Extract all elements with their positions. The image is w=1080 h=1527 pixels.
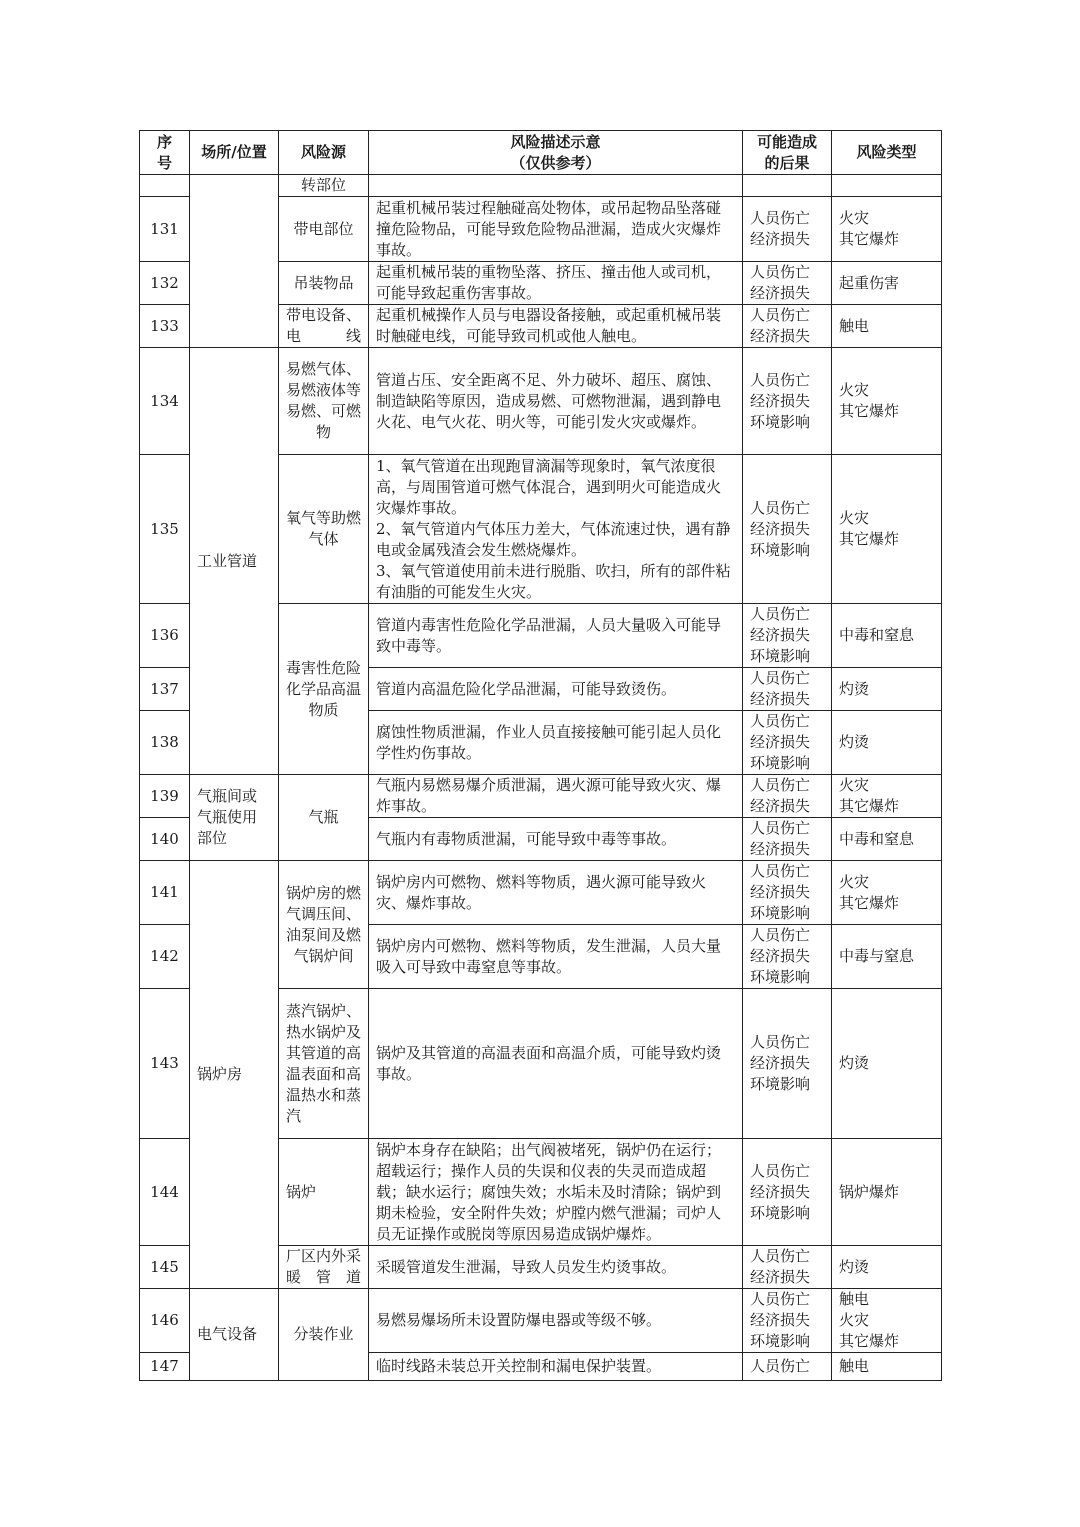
row-number: 131: [140, 197, 190, 262]
risk-type-cell: [832, 711, 942, 775]
risk-type-cell: [832, 1353, 942, 1381]
risk-type-text: 灼烫: [839, 1054, 870, 1072]
row-number: [140, 175, 190, 197]
header-num: 序 号: [140, 131, 190, 175]
risk-table: [139, 130, 942, 1381]
risk-type-text: 触电: [839, 316, 870, 335]
row-number: 134: [140, 348, 190, 455]
consequence-cell: [743, 989, 832, 1139]
row-number: 143: [140, 989, 190, 1139]
header-source: 风险源: [279, 131, 369, 175]
description-cell: 锅炉房内可燃物、燃料等物质，发生泄漏，人员大量吸入可导致中毒窒息等事故。: [369, 925, 743, 989]
risk-type-text: 灼烫: [839, 679, 870, 698]
description-cell: 管道内高温危险化学品泄漏，可能导致烫伤。: [369, 668, 743, 711]
consequence-text: 人员伤亡 经济损失: [750, 209, 811, 248]
risk-type-text: 中毒和窒息: [839, 829, 915, 848]
description-cell: 锅炉本身存在缺陷；出气阀被堵死，锅炉仍在运行；超载运行；操作人员的失误和仪表的失灵而造成超载；缺水运行；腐蚀失效；水垢未及时清除；锅炉到期未检验，安全附件失效；炉膛内燃气泄漏；司炉人员无证操作或脱岗等原因易造成锅炉爆炸。: [369, 1139, 743, 1246]
source-cell: 锅炉房的燃气调压间、油泵间及燃气锅炉间: [279, 861, 369, 989]
consequence-text: 人员伤亡 经济损失: [750, 306, 811, 345]
table-row: [140, 861, 942, 925]
consequence-text: 人员伤亡 经济损失: [750, 1247, 811, 1286]
consequence-cell: [743, 197, 832, 262]
row-number: 133: [140, 305, 190, 348]
description-cell: 临时线路未装总开关控制和漏电保护装置。: [369, 1353, 743, 1381]
risk-type-text: 火灾 其它爆炸: [839, 381, 900, 420]
source-cell: 毒害性危险化学品高温物质: [279, 604, 369, 775]
consequence-cell: [743, 604, 832, 668]
risk-type-text: 锅炉爆炸: [839, 1182, 900, 1201]
risk-type-cell: [832, 989, 942, 1139]
description-text: 1、氧气管道在出现跑冒滴漏等现象时，氧气浓度很高，与周围管道可燃气体混合，遇到明火可能造成火灾爆炸事故。 2、氧气管道内气体压力差大，气体流速过快，遇有静电或金属残渣会发生燃烧爆炸。 3、氧气管道使用前未进行脱脂、吹扫，所有的部件粘有油脂的可能发生火灾。: [376, 456, 731, 601]
description-cell: 起重机械操作人员与电器设备接触，或起重机械吊装时触碰电线，可能导致司机或他人触电。: [369, 305, 743, 348]
risk-type-text: 火灾 其它爆炸: [839, 209, 900, 248]
risk-type-cell: [832, 175, 942, 197]
risk-type-cell: [832, 925, 942, 989]
risk-type-text: 中毒和窒息: [839, 626, 915, 644]
description-cell: [369, 175, 743, 197]
risk-type-cell: [832, 197, 942, 262]
row-number: 142: [140, 925, 190, 989]
consequence-cell: [743, 1246, 832, 1289]
risk-type-cell: [832, 668, 942, 711]
source-cell: 带电设备、电线: [279, 305, 369, 348]
source-cell: 带电部位: [279, 197, 369, 262]
source-cell: 易燃气体、易燃液体等易燃、可燃物: [279, 348, 369, 455]
risk-type-text: 中毒与窒息: [839, 947, 915, 965]
risk-type-text: 火灾 其它爆炸: [839, 776, 900, 815]
risk-type-cell: [832, 348, 942, 455]
consequence-text: 人员伤亡 经济损失 环境影响: [750, 1161, 811, 1222]
risk-type-text: 火灾 其它爆炸: [839, 509, 900, 548]
risk-type-text: 触电: [839, 1357, 870, 1375]
row-number: 138: [140, 711, 190, 775]
consequence-text: 人员伤亡 经济损失 环境影响: [750, 498, 811, 559]
row-number: 144: [140, 1139, 190, 1246]
table-row: [140, 775, 942, 818]
consequence-cell: [743, 775, 832, 818]
consequence-text: 人员伤亡 经济损失: [750, 819, 811, 858]
source-cell: 转部位: [279, 175, 369, 197]
description-cell: 起重机械吊装的重物坠落、挤压、撞击他人或司机，可能导致起重伤害事故。: [369, 262, 743, 305]
risk-type-text: 火灾 其它爆炸: [839, 872, 900, 912]
location-cell: 电气设备: [190, 1289, 279, 1381]
row-number: 139: [140, 775, 190, 818]
location-cell: [190, 175, 279, 348]
consequence-cell: [743, 668, 832, 711]
source-cell: 氧气等助燃气体: [279, 455, 369, 604]
description-cell: 气瓶内有毒物质泄漏，可能导致中毒等事故。: [369, 818, 743, 861]
source-cell: 气瓶: [279, 775, 369, 861]
consequence-cell: [743, 925, 832, 989]
consequence-text: 人员伤亡 经济损失 环境影响: [750, 1033, 811, 1093]
consequence-text: 人员伤亡: [750, 1357, 811, 1375]
description-cell: 管道内毒害性危险化学品泄漏，人员大量吸入可能导致中毒等。: [369, 604, 743, 668]
risk-type-text: 起重伤害: [839, 273, 900, 292]
risk-type-text: 触电 火灾 其它爆炸: [839, 1290, 900, 1350]
consequence-cell: [743, 1353, 832, 1381]
consequence-text: 人员伤亡 经济损失: [750, 669, 811, 708]
consequence-text: 人员伤亡 经济损失 环境影响: [750, 605, 811, 665]
source-cell: 蒸汽锅炉、热水锅炉及其管道的高温表面和高温热水和蒸汽: [279, 989, 369, 1139]
row-number: 147: [140, 1353, 190, 1381]
consequence-cell: [743, 1289, 832, 1353]
consequence-text: 人员伤亡 经济损失 环境影响: [750, 1290, 811, 1350]
consequence-cell: [743, 348, 832, 455]
row-number: 132: [140, 262, 190, 305]
description-cell: 采暖管道发生泄漏，导致人员发生灼烫事故。: [369, 1246, 743, 1289]
consequence-cell: [743, 262, 832, 305]
source-cell: 分装作业: [279, 1289, 369, 1381]
risk-type-cell: [832, 861, 942, 925]
location-cell: 锅炉房: [190, 861, 279, 1289]
consequence-cell: [743, 455, 832, 604]
description-cell: 管道占压、安全距离不足、外力破坏、超压、腐蚀、制造缺陷等原因，造成易燃、可燃物泄漏，遇到静电火花、电气火花、明火等，可能引发火灾或爆炸。: [369, 348, 743, 455]
row-number: 137: [140, 668, 190, 711]
consequence-text: 人员伤亡 经济损失: [750, 776, 811, 815]
table-row: [140, 348, 942, 455]
header-description: 风险描述示意 （仅供参考）: [369, 131, 743, 175]
consequence-text: 人员伤亡 经济损失 环境影响: [750, 712, 811, 772]
description-cell: 锅炉房内可燃物、燃料等物质，遇火源可能导致火灾、爆炸事故。: [369, 861, 743, 925]
table-row: [140, 1289, 942, 1353]
risk-type-cell: [832, 604, 942, 668]
row-number: 141: [140, 861, 190, 925]
consequence-text: 人员伤亡 经济损失 环境影响: [750, 370, 811, 431]
consequence-cell: [743, 861, 832, 925]
risk-type-cell: [832, 818, 942, 861]
consequence-cell: [743, 711, 832, 775]
source-cell: 锅炉: [279, 1139, 369, 1246]
row-number: 145: [140, 1246, 190, 1289]
risk-type-cell: [832, 1139, 942, 1246]
header-row: [140, 131, 942, 175]
location-cell: 气瓶间或气瓶使用部位: [190, 775, 279, 861]
risk-type-cell: [832, 455, 942, 604]
location-cell: 工业管道: [190, 348, 279, 775]
header-consequence: 可能造成 的后果: [743, 131, 832, 175]
description-cell: 易燃易爆场所未设置防爆电器或等级不够。: [369, 1289, 743, 1353]
description-cell: 腐蚀性物质泄漏，作业人员直接接触可能引起人员化学性灼伤事故。: [369, 711, 743, 775]
source-cell: 吊装物品: [279, 262, 369, 305]
row-number: 146: [140, 1289, 190, 1353]
consequence-cell: [743, 1139, 832, 1246]
consequence-text: 人员伤亡 经济损失: [750, 263, 811, 302]
header-type: 风险类型: [832, 131, 942, 175]
risk-type-cell: [832, 1246, 942, 1289]
risk-type-cell: [832, 305, 942, 348]
description-cell: [369, 455, 743, 604]
risk-type-cell: [832, 262, 942, 305]
description-cell: 锅炉及其管道的高温表面和高温介质，可能导致灼烫事故。: [369, 989, 743, 1139]
description-cell: 气瓶内易燃易爆介质泄漏，遇火源可能导致火灾、爆炸事故。: [369, 775, 743, 818]
row-number: 135: [140, 455, 190, 604]
table-row: [140, 175, 942, 197]
risk-type-cell: [832, 1289, 942, 1353]
header-location: 场所/位置: [190, 131, 279, 175]
consequence-text: 人员伤亡 经济损失 环境影响: [750, 862, 811, 922]
consequence-cell: [743, 305, 832, 348]
risk-type-text: 灼烫: [839, 1257, 870, 1276]
risk-type-cell: [832, 775, 942, 818]
row-number: 136: [140, 604, 190, 668]
consequence-text: 人员伤亡 经济损失 环境影响: [750, 926, 811, 986]
consequence-cell: [743, 175, 832, 197]
risk-type-text: 灼烫: [839, 733, 870, 751]
description-cell: 起重机械吊装过程触碰高处物体，或吊起物品坠落碰撞危险物品，可能导致危险物品泄漏，造成火灾爆炸事故。: [369, 197, 743, 262]
source-cell: 厂区内外采暖管道: [279, 1246, 369, 1289]
consequence-cell: [743, 818, 832, 861]
row-number: 140: [140, 818, 190, 861]
